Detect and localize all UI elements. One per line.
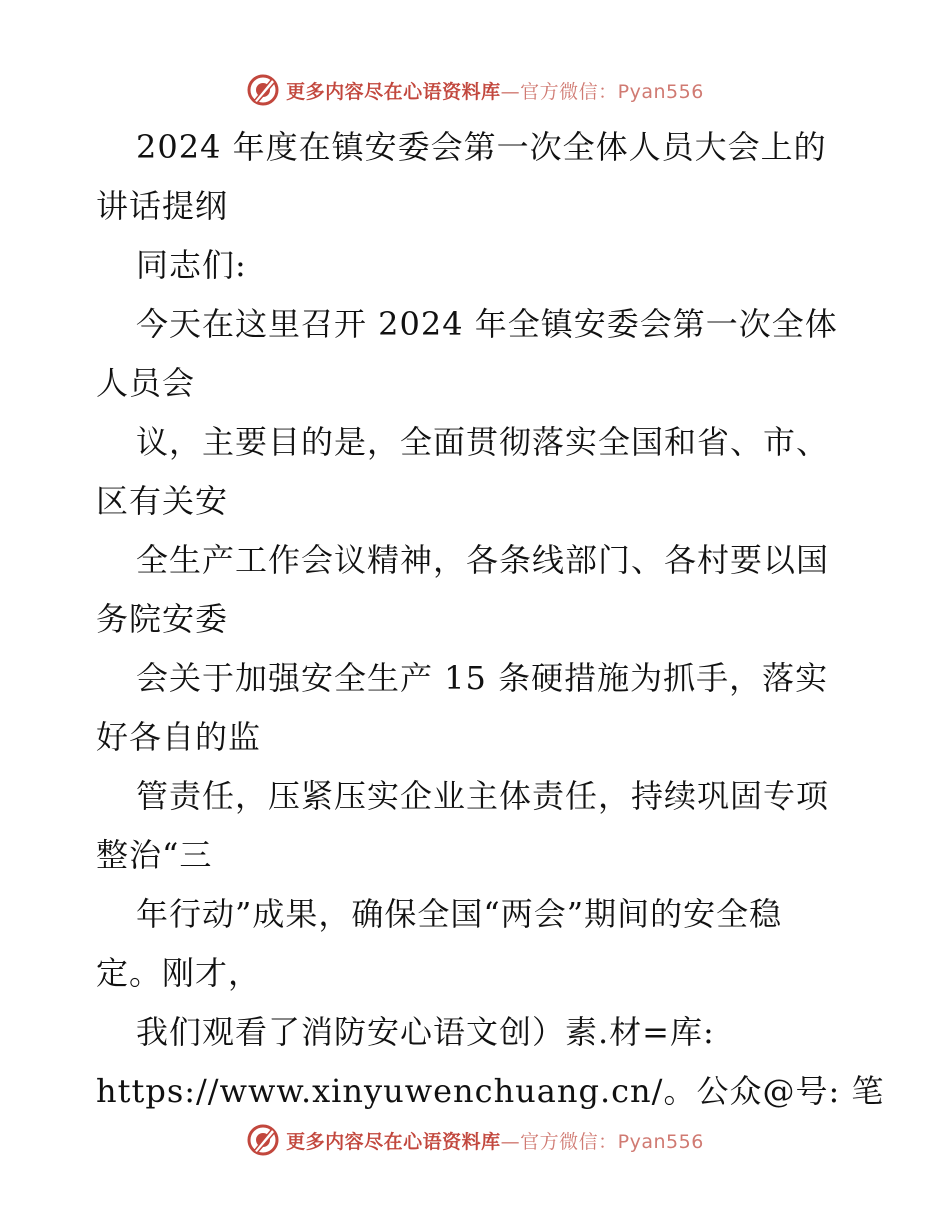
footer-banner-sub: 官方微信：Pyan556	[520, 1130, 704, 1153]
footer-banner-main: 更多内容尽在心语资料库	[286, 1130, 501, 1153]
header-banner-separator: —	[500, 80, 521, 103]
doc-line: 务院安委	[96, 600, 229, 638]
doc-title-line-1: 2024 年度在镇安委会第一次全体人员大会上的	[136, 128, 827, 166]
doc-line: 管责任，压紧压实企业主体责任，持续巩固专项	[136, 777, 830, 815]
doc-url-line: https://www.xinyuwenchuang.cn/。公众@号: 笔	[96, 1072, 885, 1110]
header-watermark-banner	[0, 70, 950, 110]
doc-line: 整治“三	[96, 836, 213, 874]
doc-line: 年行动”成果，确保全国“两会”期间的安全稳	[136, 895, 783, 933]
doc-line: 会关于加强安全生产 15 条硬措施为抓手，落实	[136, 659, 829, 697]
header-banner-text	[286, 77, 704, 104]
footer-watermark-banner	[0, 1120, 950, 1160]
doc-title-line-2: 讲话提纲	[96, 187, 229, 225]
document-body	[96, 118, 885, 1121]
doc-line: 今天在这里召开 2024 年全镇安委会第一次全体	[136, 305, 838, 343]
header-banner-main: 更多内容尽在心语资料库	[286, 80, 501, 103]
header-banner-sub: 官方微信：Pyan556	[520, 80, 704, 103]
doc-salutation: 同志们:	[136, 246, 247, 284]
pen-logo-icon	[246, 73, 280, 107]
doc-line: 全生产工作会议精神，各条线部门、各村要以国	[136, 541, 830, 579]
doc-line: 好各自的监	[96, 718, 262, 756]
pen-logo-icon	[246, 1123, 280, 1157]
doc-line: 人员会	[96, 364, 196, 402]
footer-banner-text	[286, 1127, 704, 1154]
doc-line: 我们观看了消防安心语文创）素.材=库:	[136, 1013, 715, 1051]
doc-line: 定。刚才，	[96, 954, 262, 992]
doc-line: 议，主要目的是，全面贯彻落实全国和省、市、	[136, 423, 830, 461]
footer-banner-separator: —	[500, 1130, 521, 1153]
doc-line: 区有关安	[96, 482, 229, 520]
